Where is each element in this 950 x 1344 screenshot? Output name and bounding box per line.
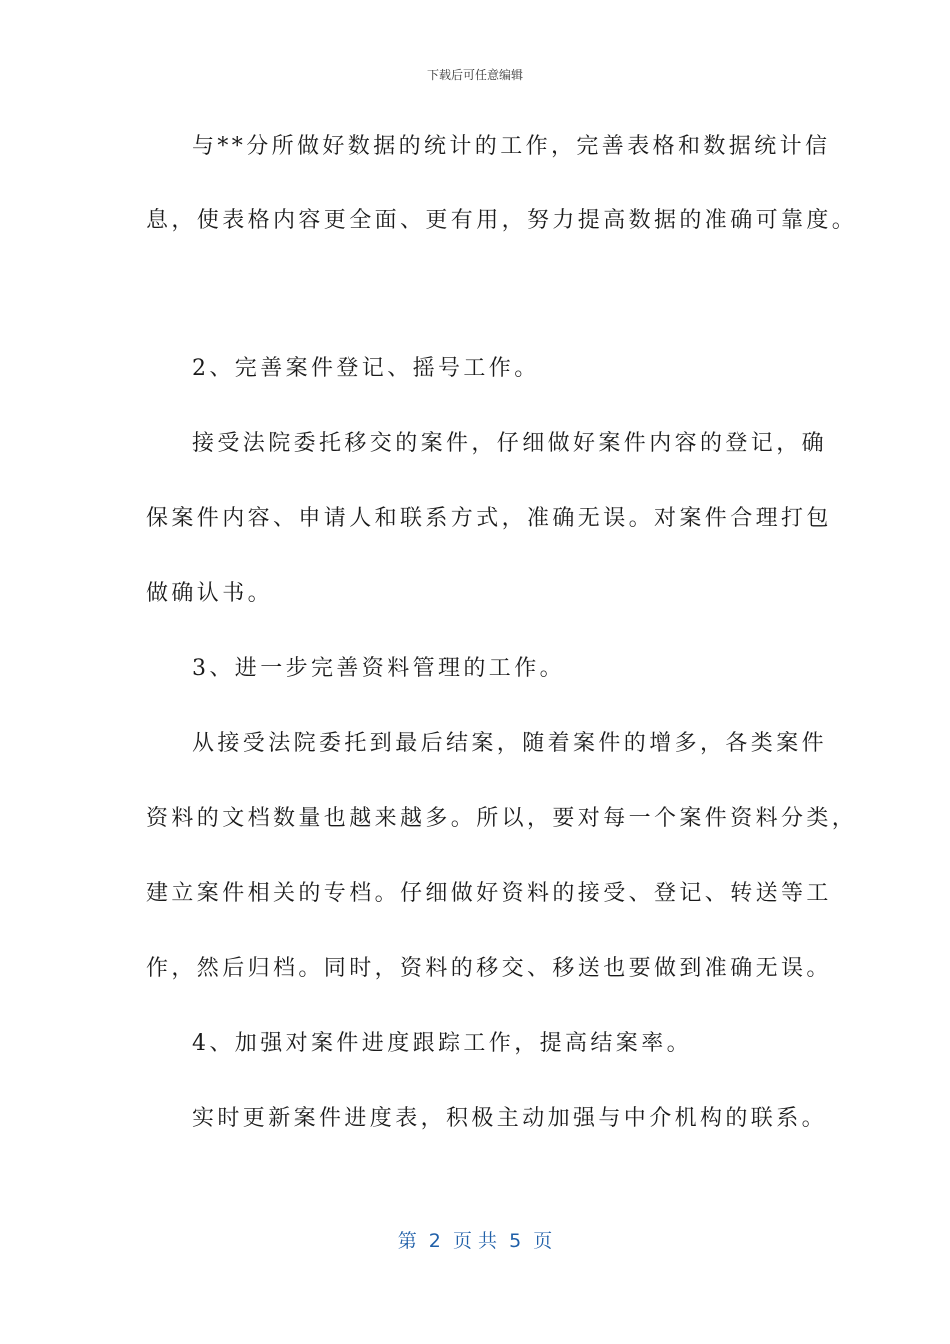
- page-number-footer: 第 2 页 共 5 页: [397, 1230, 553, 1252]
- section-heading: 2、完善案件登记、摇号工作。: [192, 356, 540, 381]
- header-note: 下载后可任意编辑: [426, 68, 523, 82]
- paragraph-line: 接受法院委托移交的案件，仔细做好案件内容的登记，确: [192, 431, 828, 456]
- paragraph-line: 做确认书。: [146, 581, 274, 606]
- section-heading: 4、加强对案件进度跟踪工作，提高结案率。: [192, 1031, 692, 1056]
- paragraph-line: 建立案件相关的专档。仔细做好资料的接受、登记、转送等工: [146, 881, 832, 906]
- paragraph-line: 保案件内容、申请人和联系方式，准确无误。对案件合理打包: [146, 506, 832, 531]
- paragraph-line: 资料的文档数量也越来越多。所以，要对每一个案件资料分类，: [146, 806, 858, 831]
- paragraph-line: 与**分所做好数据的统计的工作，完善表格和数据统计信: [192, 134, 831, 159]
- paragraph-line: 从接受法院委托到最后结案，随着案件的增多，各类案件: [192, 731, 828, 756]
- section-heading: 3、进一步完善资料管理的工作。: [192, 656, 565, 681]
- paragraph-line: 作，然后归档。同时，资料的移交、移送也要做到准确无误。: [146, 956, 832, 981]
- paragraph-line: 实时更新案件进度表，积极主动加强与中介机构的联系。: [192, 1106, 828, 1131]
- paragraph-line: 息，使表格内容更全面、更有用，努力提高数据的准确可靠度。: [146, 208, 858, 233]
